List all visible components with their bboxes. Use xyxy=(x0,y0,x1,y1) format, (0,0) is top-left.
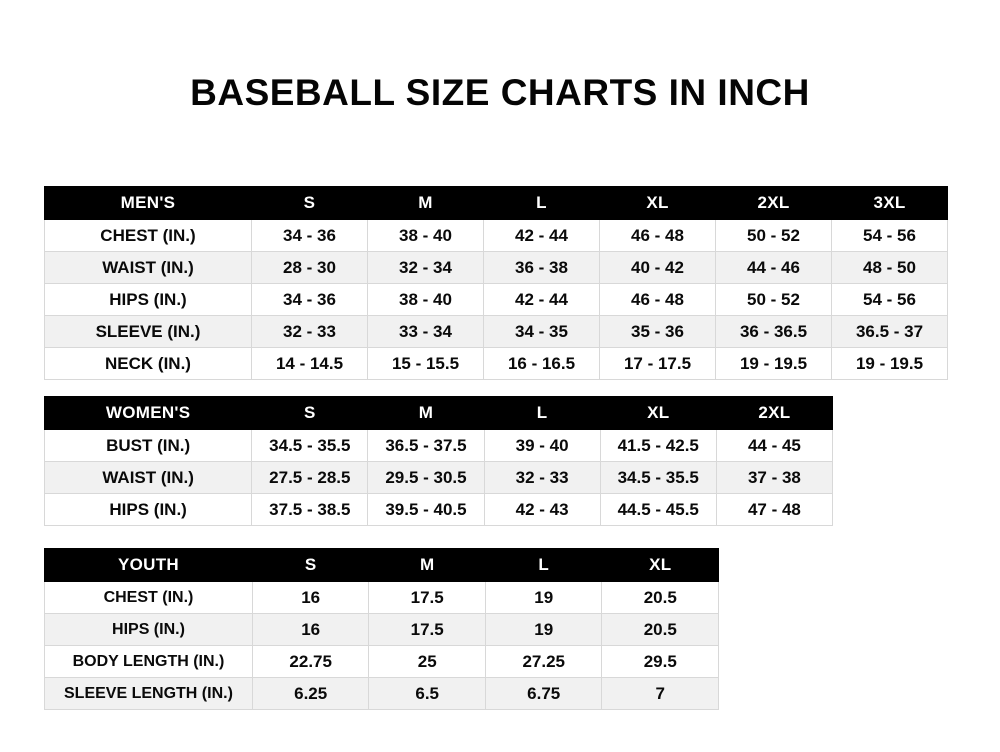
page-title: BASEBALL SIZE CHARTS IN INCH xyxy=(190,72,810,113)
table-cell: 20.5 xyxy=(602,582,719,614)
table-row xyxy=(45,220,948,252)
table-cell: 46 - 48 xyxy=(600,220,716,252)
table-header-row xyxy=(45,549,719,582)
column-header: L xyxy=(484,187,600,220)
table-cell: 27.5 - 28.5 xyxy=(252,462,368,494)
table-cell: 40 - 42 xyxy=(600,252,716,284)
table-cell: 27.25 xyxy=(485,646,602,678)
table-cell: 29.5 - 30.5 xyxy=(368,462,484,494)
youth-size-table xyxy=(44,548,719,710)
column-header: XL xyxy=(600,397,716,430)
table-row xyxy=(45,462,833,494)
table-cell: 19 xyxy=(485,614,602,646)
table-cell: 34 - 36 xyxy=(252,220,368,252)
table-cell: 19 - 19.5 xyxy=(716,348,832,380)
table-row xyxy=(45,316,948,348)
table-cell: 32 - 33 xyxy=(252,316,368,348)
table-cell: 25 xyxy=(369,646,486,678)
table-cell: 54 - 56 xyxy=(832,284,948,316)
table-cell: 44.5 - 45.5 xyxy=(600,494,716,526)
table-cell: 38 - 40 xyxy=(368,220,484,252)
table-cell: 36.5 - 37 xyxy=(832,316,948,348)
row-label: HIPS (IN.) xyxy=(45,284,252,316)
table-cell: 16 xyxy=(252,614,369,646)
table-cell: 22.75 xyxy=(252,646,369,678)
column-header: MEN'S xyxy=(45,187,252,220)
table-cell: 35 - 36 xyxy=(600,316,716,348)
column-header: 3XL xyxy=(832,187,948,220)
table-row xyxy=(45,678,719,710)
table-cell: 6.5 xyxy=(369,678,486,710)
column-header: XL xyxy=(600,187,716,220)
table-cell: 17 - 17.5 xyxy=(600,348,716,380)
table-row xyxy=(45,348,948,380)
table-cell: 34.5 - 35.5 xyxy=(600,462,716,494)
column-header: L xyxy=(485,549,602,582)
table-cell: 14 - 14.5 xyxy=(252,348,368,380)
table-cell: 19 xyxy=(485,582,602,614)
column-header: S xyxy=(252,397,368,430)
table-cell: 34.5 - 35.5 xyxy=(252,430,368,462)
table-cell: 34 - 36 xyxy=(252,284,368,316)
table-row xyxy=(45,252,948,284)
row-label: WAIST (IN.) xyxy=(45,252,252,284)
row-label: SLEEVE (IN.) xyxy=(45,316,252,348)
table-header-row xyxy=(45,397,833,430)
table-header-row xyxy=(45,187,948,220)
table-cell: 48 - 50 xyxy=(832,252,948,284)
column-header: 2XL xyxy=(716,397,832,430)
row-label: SLEEVE LENGTH (IN.) xyxy=(45,678,253,710)
table-cell: 19 - 19.5 xyxy=(832,348,948,380)
column-header: S xyxy=(252,549,369,582)
table-row xyxy=(45,614,719,646)
table-cell: 38 - 40 xyxy=(368,284,484,316)
column-header: L xyxy=(484,397,600,430)
table-cell: 29.5 xyxy=(602,646,719,678)
table-cell: 7 xyxy=(602,678,719,710)
row-label: CHEST (IN.) xyxy=(45,582,253,614)
table-cell: 42 - 44 xyxy=(484,284,600,316)
column-header: 2XL xyxy=(716,187,832,220)
table-row xyxy=(45,284,948,316)
column-header: S xyxy=(252,187,368,220)
table-cell: 46 - 48 xyxy=(600,284,716,316)
row-label: HIPS (IN.) xyxy=(45,614,253,646)
row-label: HIPS (IN.) xyxy=(45,494,252,526)
row-label: BODY LENGTH (IN.) xyxy=(45,646,253,678)
table-cell: 36.5 - 37.5 xyxy=(368,430,484,462)
table-cell: 6.75 xyxy=(485,678,602,710)
table-cell: 28 - 30 xyxy=(252,252,368,284)
table-cell: 42 - 43 xyxy=(484,494,600,526)
table-cell: 16 - 16.5 xyxy=(484,348,600,380)
table-cell: 54 - 56 xyxy=(832,220,948,252)
table-cell: 36 - 36.5 xyxy=(716,316,832,348)
row-label: BUST (IN.) xyxy=(45,430,252,462)
row-label: CHEST (IN.) xyxy=(45,220,252,252)
column-header: XL xyxy=(602,549,719,582)
table-cell: 37.5 - 38.5 xyxy=(252,494,368,526)
column-header: WOMEN'S xyxy=(45,397,252,430)
table-cell: 41.5 - 42.5 xyxy=(600,430,716,462)
table-cell: 37 - 38 xyxy=(716,462,832,494)
column-header: YOUTH xyxy=(45,549,253,582)
table-cell: 44 - 46 xyxy=(716,252,832,284)
womens-size-table xyxy=(44,396,833,526)
table-cell: 42 - 44 xyxy=(484,220,600,252)
table-cell: 32 - 33 xyxy=(484,462,600,494)
table-cell: 39 - 40 xyxy=(484,430,600,462)
table-cell: 17.5 xyxy=(369,582,486,614)
column-header: M xyxy=(368,187,484,220)
row-label: WAIST (IN.) xyxy=(45,462,252,494)
table-cell: 6.25 xyxy=(252,678,369,710)
column-header: M xyxy=(368,397,484,430)
table-cell: 39.5 - 40.5 xyxy=(368,494,484,526)
table-row xyxy=(45,582,719,614)
mens-size-table xyxy=(44,186,948,380)
table-row xyxy=(45,430,833,462)
table-cell: 33 - 34 xyxy=(368,316,484,348)
column-header: M xyxy=(369,549,486,582)
table-cell: 50 - 52 xyxy=(716,284,832,316)
table-cell: 16 xyxy=(252,582,369,614)
table-cell: 44 - 45 xyxy=(716,430,832,462)
table-cell: 32 - 34 xyxy=(368,252,484,284)
table-cell: 20.5 xyxy=(602,614,719,646)
table-cell: 17.5 xyxy=(369,614,486,646)
table-cell: 47 - 48 xyxy=(716,494,832,526)
table-cell: 50 - 52 xyxy=(716,220,832,252)
table-row xyxy=(45,646,719,678)
table-row xyxy=(45,494,833,526)
table-cell: 15 - 15.5 xyxy=(368,348,484,380)
table-cell: 34 - 35 xyxy=(484,316,600,348)
row-label: NECK (IN.) xyxy=(45,348,252,380)
table-cell: 36 - 38 xyxy=(484,252,600,284)
